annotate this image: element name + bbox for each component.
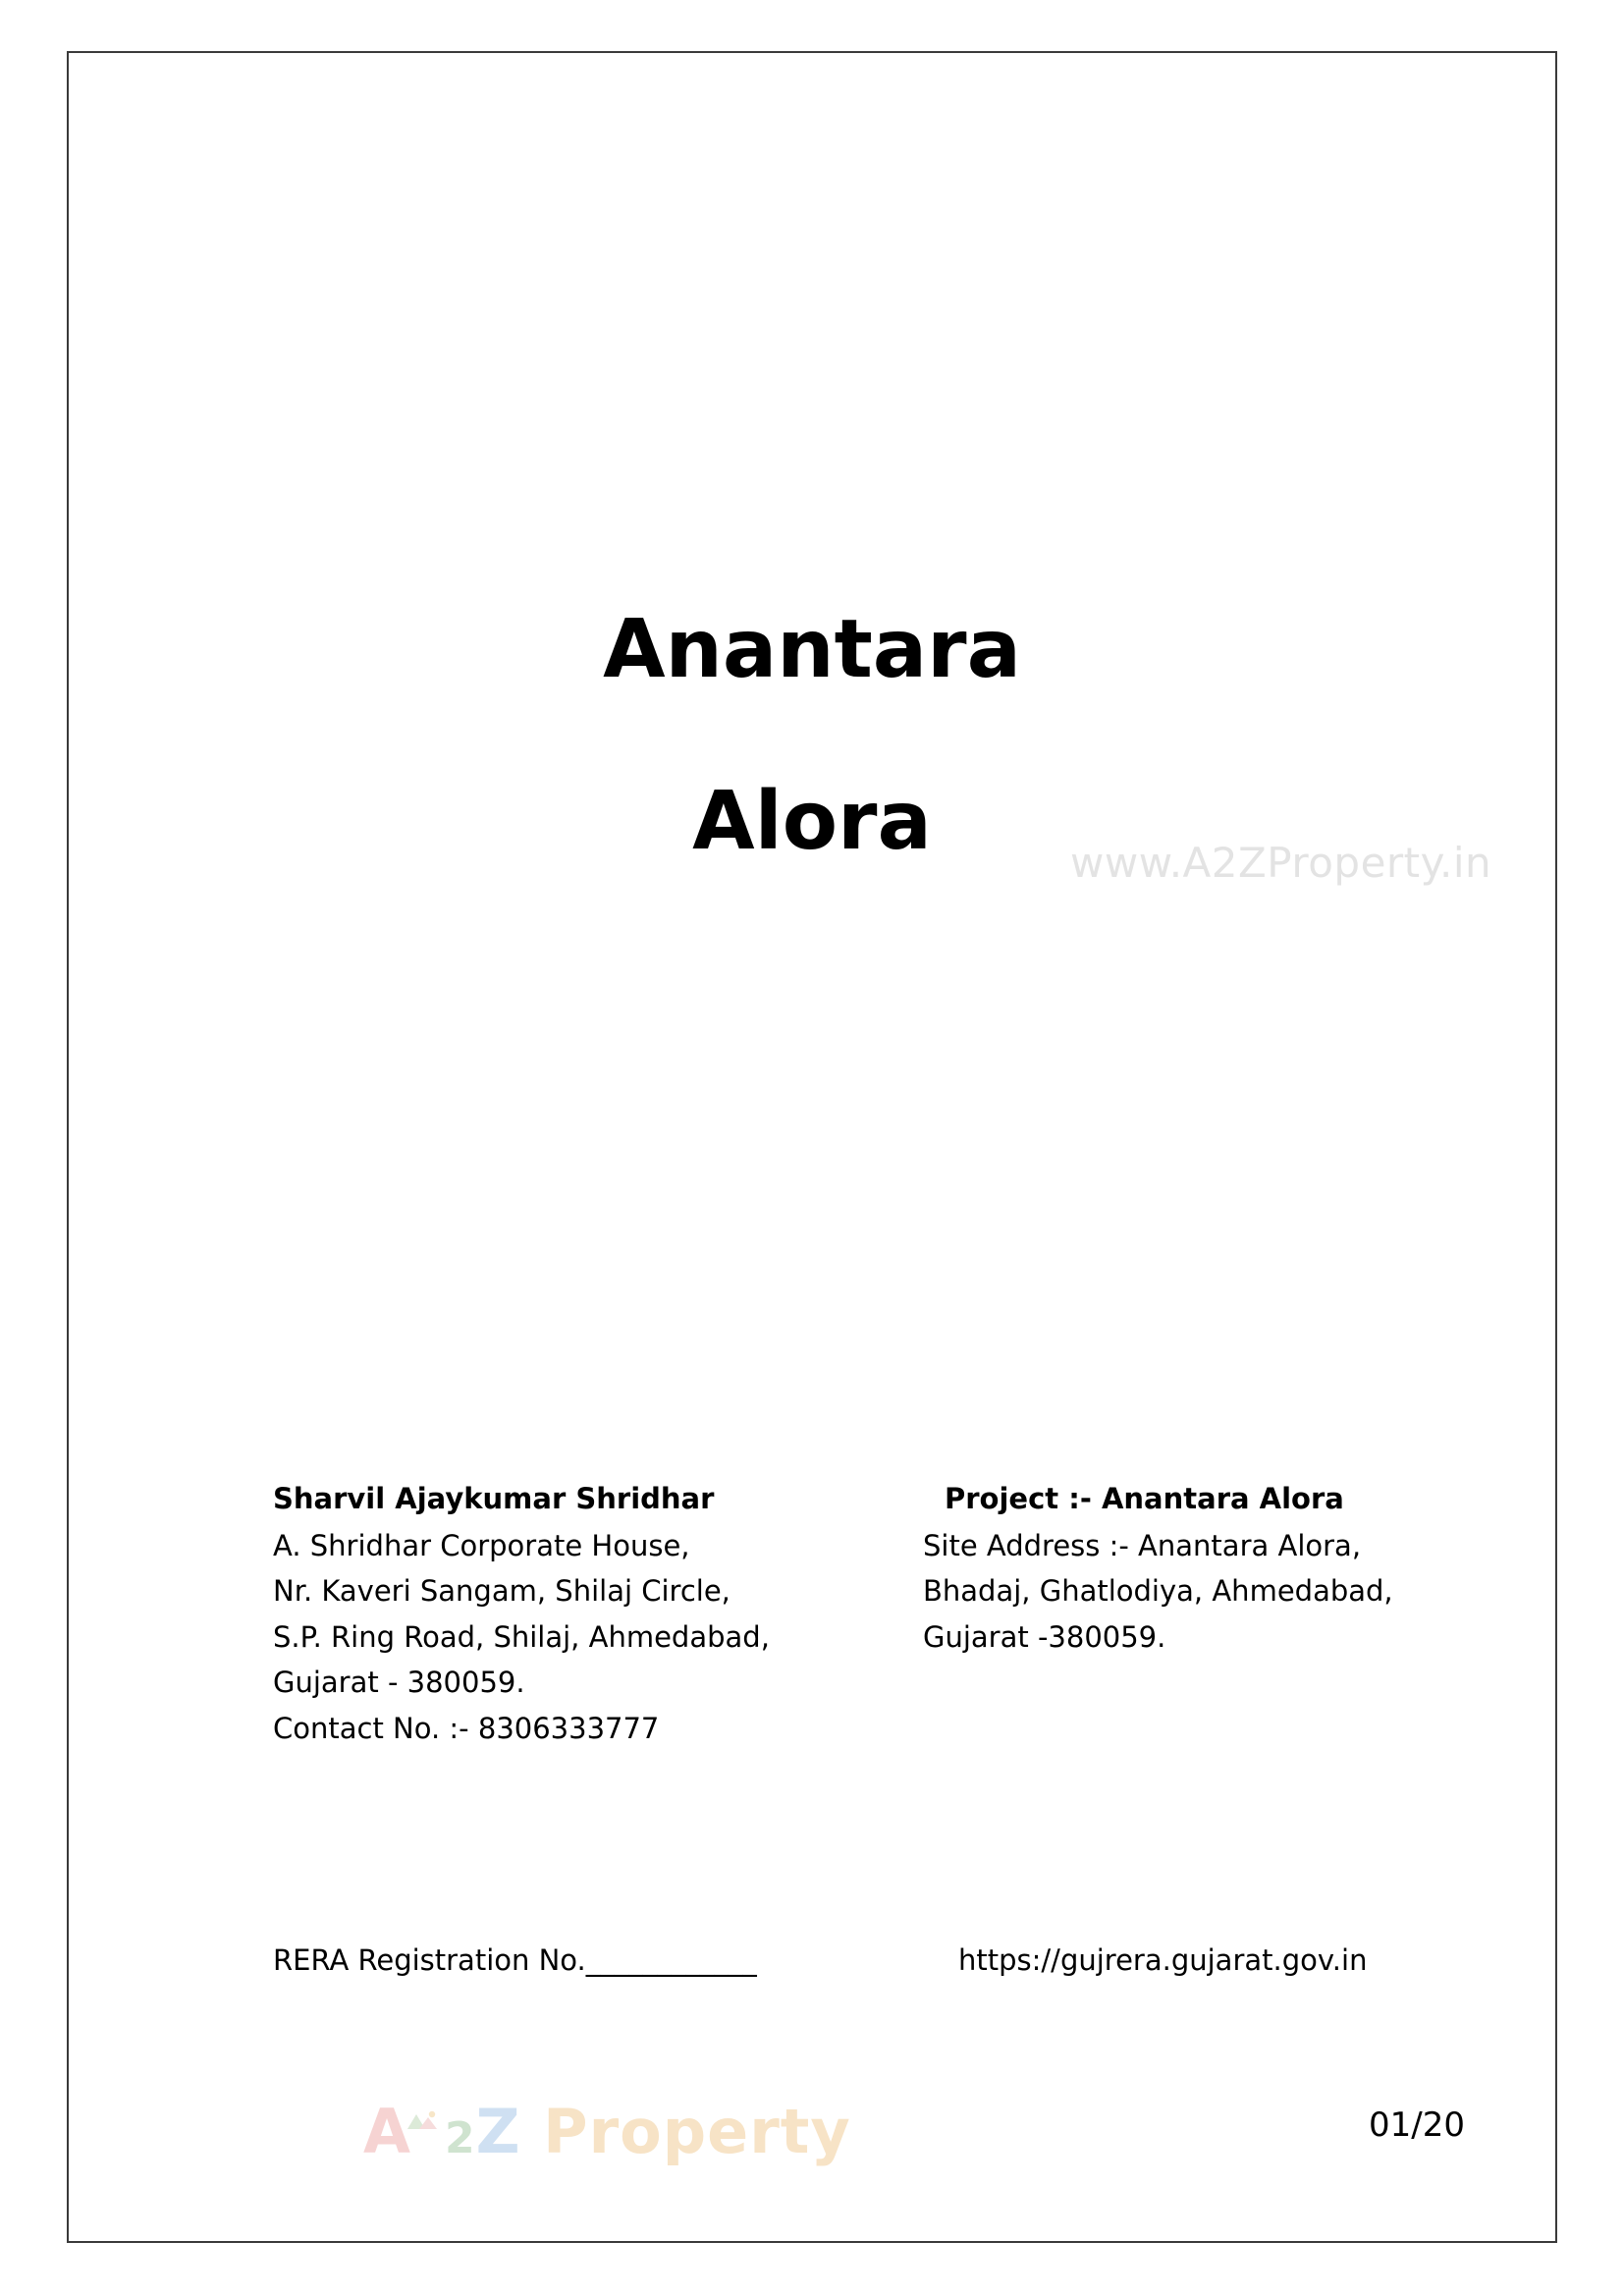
- promoter-address-line: Gujarat - 380059.: [273, 1666, 525, 1700]
- promoter-block: [273, 1477, 921, 1751]
- logo-letter-z: Z: [475, 2096, 521, 2167]
- project-address-line: Site Address :- Anantara Alora,: [923, 1528, 1362, 1562]
- promoter-address-line: A. Shridhar Corporate House,: [273, 1528, 690, 1562]
- promoter-address-line: S.P. Ring Road, Shilaj, Ahmedabad,: [273, 1619, 770, 1654]
- project-title-line-2: Alora: [692, 774, 932, 868]
- document-page: [67, 51, 1557, 2243]
- rera-registration-label: RERA Registration No.____________: [273, 1943, 757, 1977]
- project-title-line-1: Anantara: [603, 603, 1021, 696]
- logo-word-property: Property: [520, 2096, 851, 2167]
- promoter-name: Sharvil Ajaykumar Shridhar: [273, 1482, 715, 1515]
- project-block: [923, 1477, 1532, 1660]
- a2z-property-logo-watermark: [363, 2096, 851, 2167]
- rera-portal-url: https://gujrera.gujarat.gov.in: [958, 1943, 1368, 1977]
- mountain-icon: [406, 2074, 439, 2096]
- promoter-address-line: Nr. Kaveri Sangam, Shilaj Circle,: [273, 1574, 730, 1609]
- page-number: 01/20: [1369, 2105, 1465, 2145]
- project-address-line: Bhadaj, Ghatlodiya, Ahmedabad,: [923, 1574, 1393, 1609]
- logo-letter-a: A: [363, 2096, 411, 2167]
- watermark-url: www.A2ZProperty.in: [1070, 839, 1492, 887]
- project-address-line: Gujarat -380059.: [923, 1619, 1166, 1654]
- promoter-contact-line: Contact No. :- 8306333777: [273, 1711, 660, 1745]
- project-heading: Project :- Anantara Alora: [945, 1482, 1344, 1515]
- project-title-block: [69, 603, 1555, 870]
- logo-digit-2: 2: [444, 2113, 476, 2163]
